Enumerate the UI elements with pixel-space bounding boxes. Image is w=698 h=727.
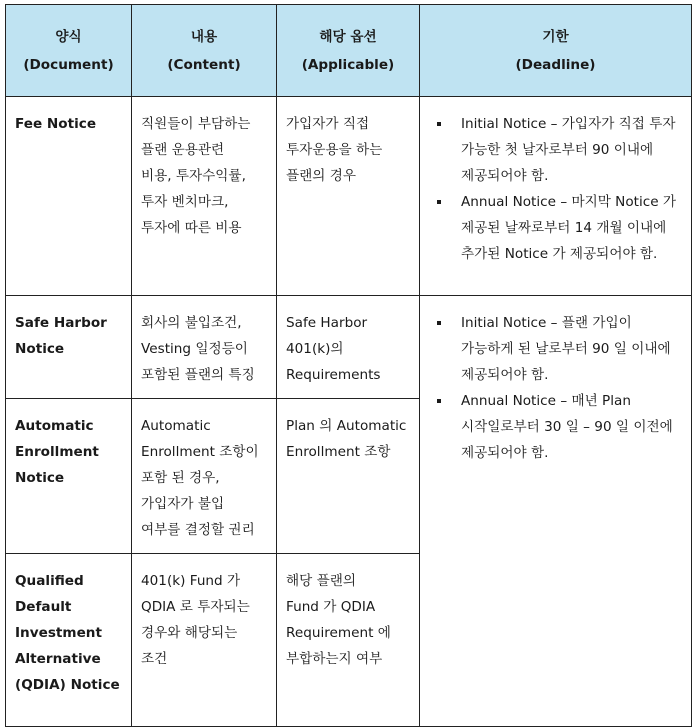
content-text: 경우와 해당되는 (141, 625, 238, 641)
content-text: 투자 벤치마크, (141, 194, 229, 210)
applicable-text: Enrollment 조항 (286, 444, 391, 460)
header-row (6, 5, 692, 97)
applicable-cell (277, 554, 420, 727)
document-name: Alternative (15, 651, 101, 667)
bullet-icon (437, 321, 441, 325)
applicable-cell (277, 296, 420, 399)
header-content-ko: 내용 (190, 28, 218, 45)
header-content-en: (Content) (167, 56, 241, 73)
deadline-text: 제공되어야 함. (461, 367, 549, 383)
document-cell (6, 296, 132, 399)
table-row-fee-notice (6, 97, 692, 296)
deadline-cell (420, 296, 692, 727)
content-text: 투자에 따른 비용 (141, 220, 242, 236)
content-text: QDIA 로 투자되는 (141, 599, 250, 615)
content-cell (132, 97, 277, 296)
applicable-text: Requirements (286, 367, 381, 383)
content-text: 포함된 플랜의 특징 (141, 367, 255, 383)
applicable-text: Requirement 에 (286, 625, 391, 641)
deadline-list (429, 310, 682, 466)
deadline-item (429, 310, 682, 388)
applicable-text: 플랜의 경우 (286, 168, 356, 184)
content-text: 직원들이 부담하는 (141, 116, 251, 132)
header-applicable-ko: 해당 옵션 (319, 28, 377, 45)
deadline-item (429, 388, 682, 466)
deadline-text: 시작일로부터 30 일 – 90 일 이전에 (461, 419, 673, 435)
applicable-text: 해당 플랜의 (286, 573, 356, 589)
deadline-text: 제공된 날짜로부터 14 개월 이내에 (461, 220, 667, 236)
deadline-item (429, 189, 682, 267)
document-name: Safe Harbor (15, 315, 107, 331)
applicable-text: 부합하는지 여부 (286, 651, 383, 667)
deadline-list (429, 111, 682, 267)
header-document (6, 5, 132, 97)
deadline-text: Annual Notice – 마지막 Notice 가 (461, 194, 677, 210)
header-content (132, 5, 277, 97)
deadline-item (429, 111, 682, 189)
document-cell (6, 97, 132, 296)
deadline-text: 가능한 첫 날자로부터 90 이내에 (461, 142, 654, 158)
table-row-safe-harbor (6, 296, 692, 399)
deadline-cell (420, 97, 692, 296)
applicable-text: 401(k)의 (286, 341, 344, 357)
applicable-cell (277, 399, 420, 554)
header-deadline-en: (Deadline) (515, 56, 596, 73)
deadline-text: 제공되어야 함. (461, 445, 549, 461)
content-text: Vesting 일정등이 (141, 341, 248, 357)
header-document-en: (Document) (23, 56, 114, 73)
document-name: Fee Notice (15, 116, 97, 132)
content-text: 플랜 운용관련 (141, 142, 225, 158)
header-applicable (277, 5, 420, 97)
applicable-text: Fund 가 QDIA (286, 599, 376, 615)
deadline-text: 가능하게 된 날로부터 90 일 이내에 (461, 341, 671, 357)
document-name: Qualified (15, 573, 84, 589)
document-name: Investment (15, 625, 102, 641)
bullet-icon (437, 200, 441, 204)
document-name: Enrollment (15, 444, 99, 460)
bullet-icon (437, 122, 441, 126)
document-cell (6, 399, 132, 554)
bullet-icon (437, 399, 441, 403)
content-text: 여부를 결정할 권리 (141, 522, 255, 538)
header-deadline-ko: 기한 (542, 28, 569, 45)
deadline-text: Annual Notice – 매년 Plan (461, 393, 631, 409)
header-deadline (420, 5, 692, 97)
deadline-text: 제공되어야 함. (461, 168, 549, 184)
applicable-text: Safe Harbor (286, 315, 368, 331)
deadline-text: Initial Notice – 가입자가 직접 투자 (461, 116, 676, 132)
notice-requirements-table (5, 4, 692, 727)
applicable-cell (277, 97, 420, 296)
content-text: 비용, 투자수익률, (141, 168, 246, 184)
document-name: Automatic (15, 418, 94, 434)
content-cell (132, 554, 277, 727)
content-cell (132, 399, 277, 554)
applicable-text: 가입자가 직접 (286, 116, 370, 132)
content-text: 회사의 불입조건, (141, 315, 242, 331)
content-cell (132, 296, 277, 399)
content-text: Automatic (141, 418, 211, 434)
deadline-text: Initial Notice – 플랜 가입이 (461, 315, 632, 331)
applicable-text: Plan 의 Automatic (286, 418, 407, 434)
deadline-text: 추가된 Notice 가 제공되어야 함. (461, 246, 658, 262)
header-applicable-en: (Applicable) (301, 56, 395, 73)
header-document-ko: 양식 (55, 28, 82, 45)
document-cell (6, 554, 132, 727)
document-name: Default (15, 599, 72, 615)
content-text: Enrollment 조항이 (141, 444, 259, 460)
document-name: Notice (15, 341, 65, 357)
content-text: 401(k) Fund 가 (141, 573, 241, 589)
document-name: Notice (15, 470, 65, 486)
content-text: 조건 (141, 651, 168, 667)
content-text: 가입자가 불입 (141, 496, 225, 512)
applicable-text: 투자운용을 하는 (286, 142, 383, 158)
content-text: 포함 된 경우, (141, 470, 220, 486)
document-name: (QDIA) Notice (15, 677, 120, 693)
